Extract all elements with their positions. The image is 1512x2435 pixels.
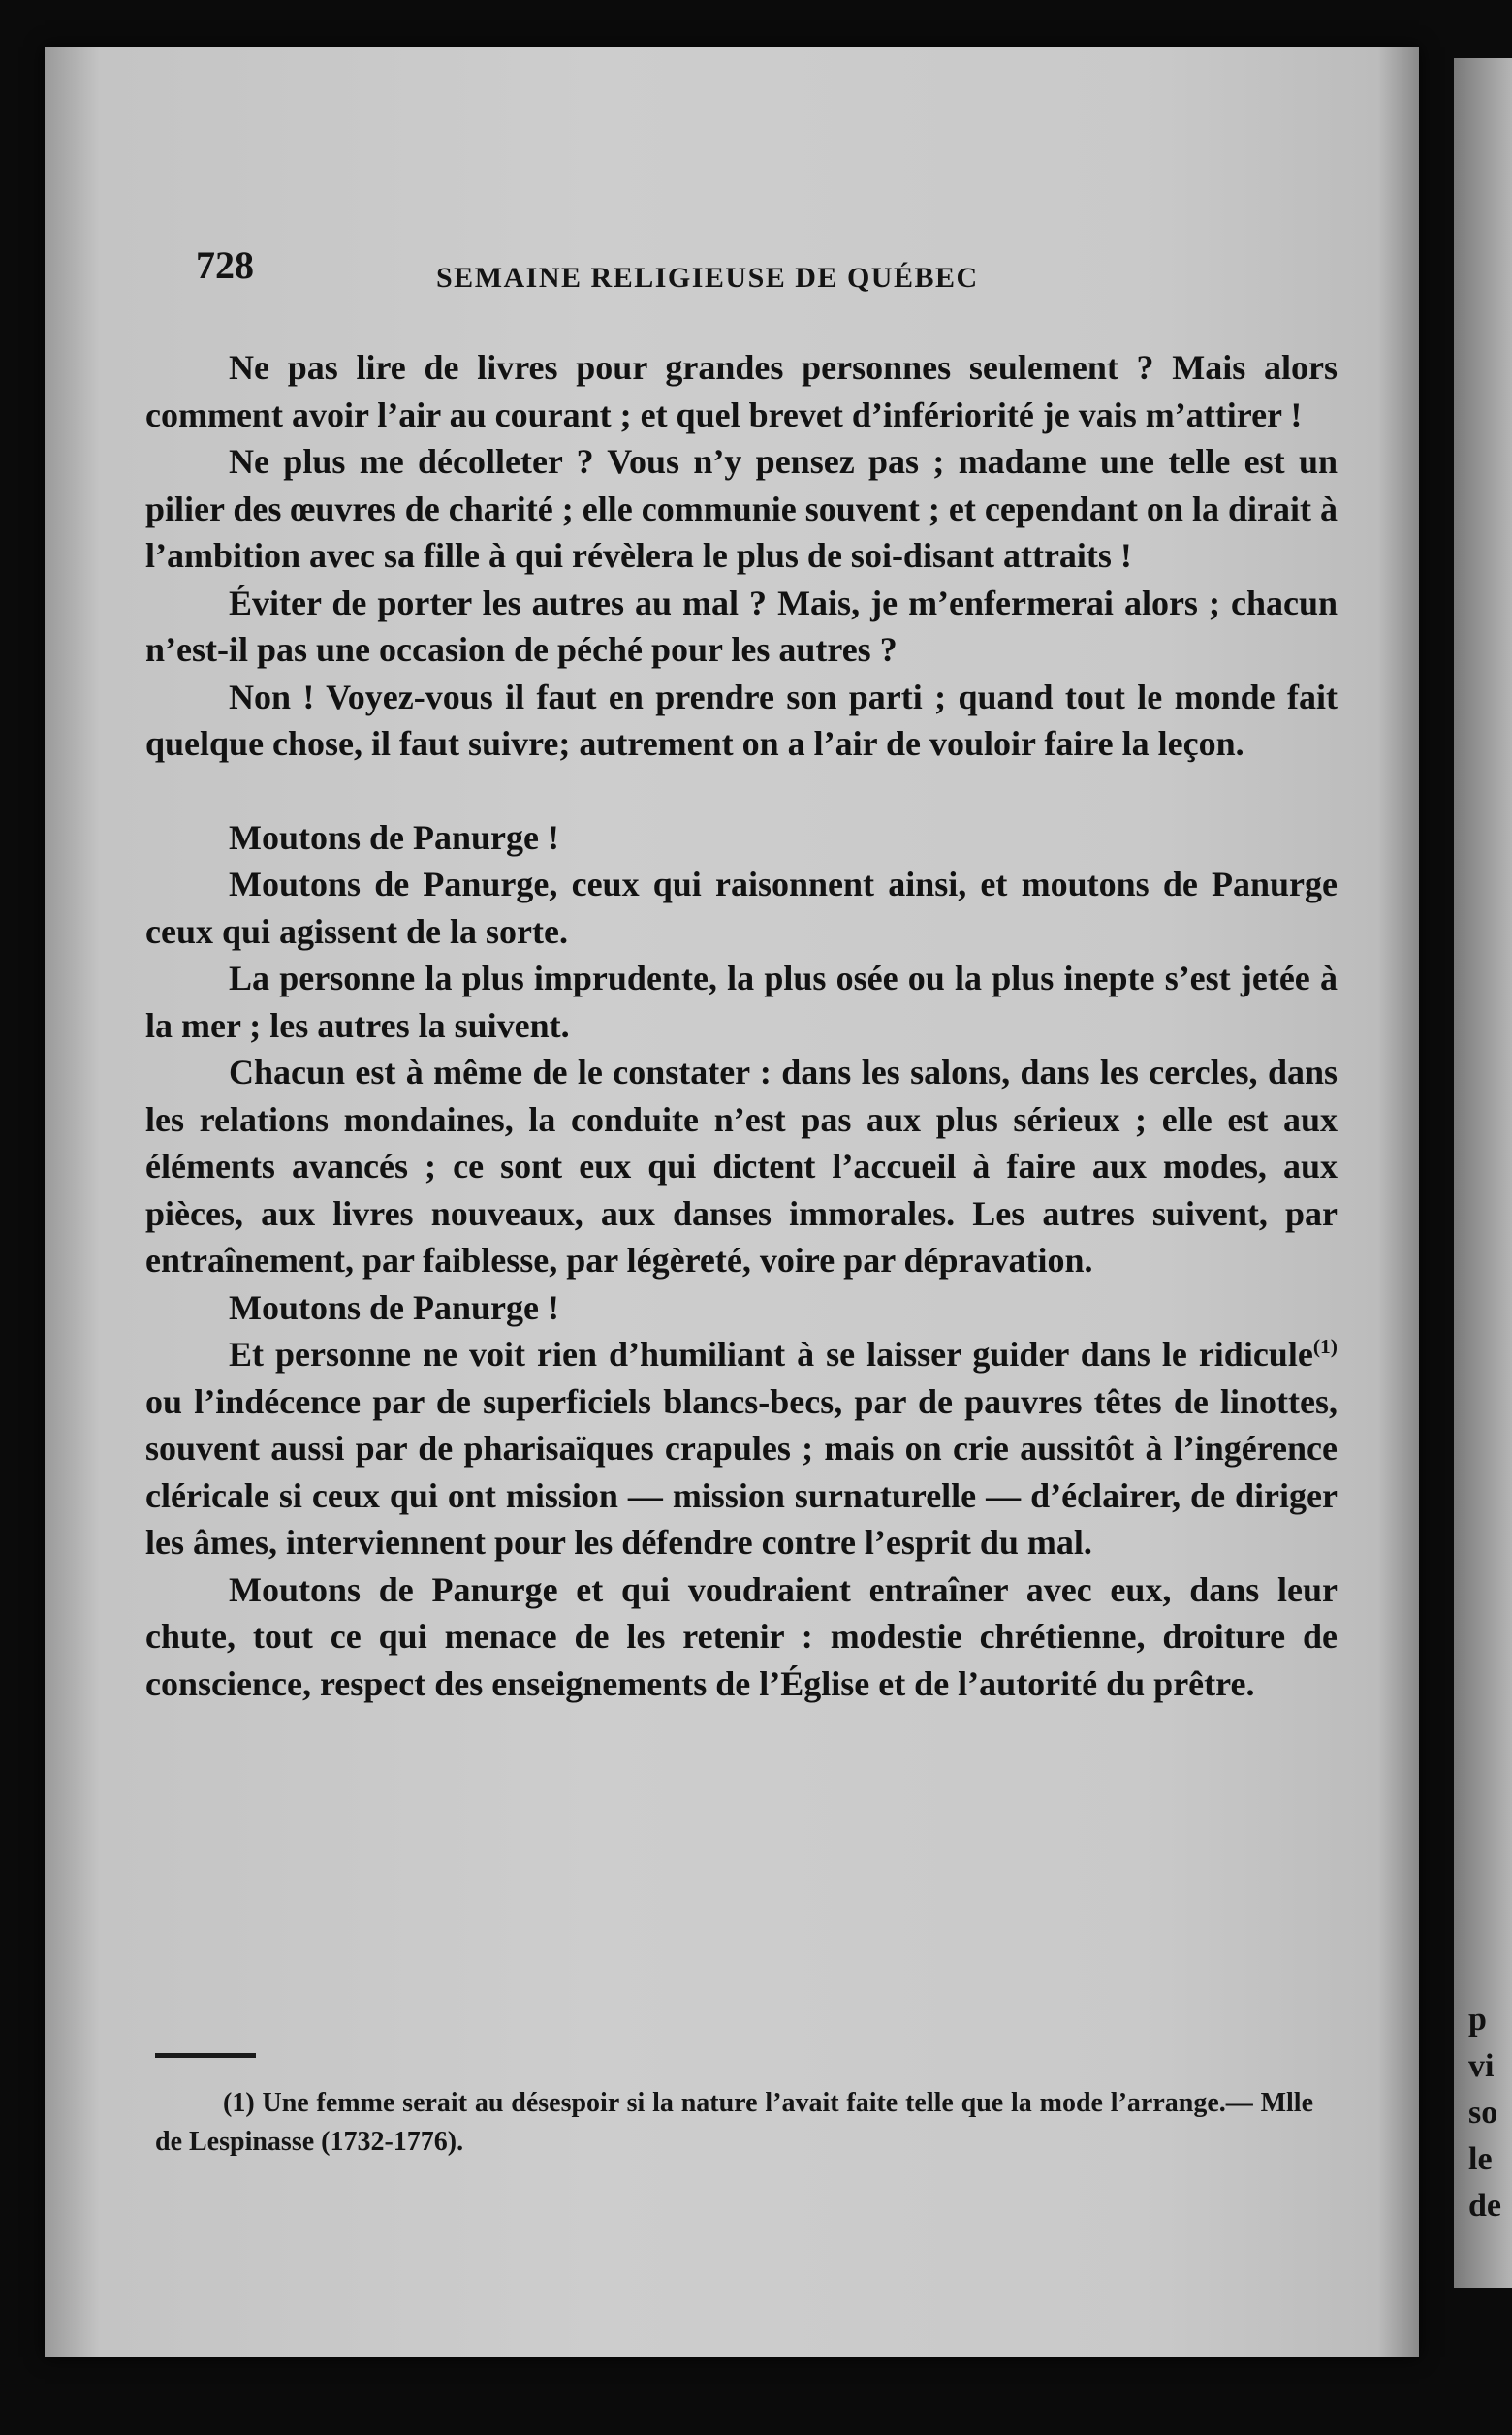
body-text: [145, 344, 1338, 1707]
fragment: p: [1468, 2002, 1487, 2038]
fragment: de: [1468, 2188, 1501, 2224]
footnote: (1) Une femme serait au désespoir si la nature l’avait faite telle que la mode l’arrange.— Mlle de Lespinasse (1732-1776).: [155, 2088, 1313, 2157]
paragraph: Éviter de porter les autres au mal ? Mais, je m’enfermerai alors ; chacun n’est-il pas une occasion de péché pour les autres ?: [145, 583, 1338, 669]
footnote-rule: [155, 2053, 256, 2058]
paragraph: Chacun est à même de le constater : dans les salons, dans les cercles, dans les relations mondaines, la conduite n’est pas aux plus sérieux ; elle est aux éléments avancés ; ce sont eux qui dictent l’accueil à faire aux modes, aux pièces, aux livres nouveaux, aux danses immorales. Les autres suivent, par entraînement, par faiblesse, par légèreté, voire par dépravation.: [145, 1053, 1338, 1280]
footnote-reference: (1): [1312, 1335, 1338, 1358]
page-number: 728: [196, 243, 254, 287]
paragraph-rest: ou l’indécence par de superficiels blancs-becs, par de pauvres têtes de linottes, souvent aussi par de pharisaïques crapules ; mais on crie aussitôt à l’ingérence cléricale si ceux qui ont mission — mission surnaturelle — d’éclairer, de diriger les âmes, interviennent pour les défendre contre l’esprit du mal.: [145, 1381, 1338, 1562]
paragraph: Ne plus me décolleter ? Vous n’y pensez pas ; madame une telle est un pilier des œuvres de charité ; elle communie souvent ; et cependant on la dirait à l’ambition avec sa fille à qui révèlera le plus de soi-disant attraits !: [145, 442, 1338, 575]
paragraph: La personne la plus imprudente, la plus osée ou la plus inepte s’est jetée à la mer ; les autres la suivent.: [145, 959, 1338, 1045]
fragment: vi: [1468, 2048, 1495, 2084]
paragraph: Moutons de Panurge, ceux qui raisonnent ainsi, et moutons de Panurge ceux qui agissent de la sorte.: [145, 865, 1338, 951]
paragraph: Non ! Voyez-vous il faut en prendre son parti ; quand tout le monde fait quelque chose, il faut suivre; autrement on a l’air de vouloir faire la leçon.: [145, 677, 1338, 763]
paragraph: Ne pas lire de livres pour grandes personnes seulement ? Mais alors comment avoir l’air au courant ; et quel brevet d’infériorité je vais m’attirer !: [145, 348, 1338, 434]
fragment: so: [1468, 2095, 1498, 2131]
fragment: le: [1468, 2141, 1493, 2177]
adjacent-page-text: [1468, 1997, 1512, 2229]
paragraph: [145, 1331, 1338, 1566]
paragraph: Moutons de Panurge !: [229, 817, 559, 857]
running-title: SEMAINE RELIGIEUSE DE QUÉBEC: [436, 262, 979, 294]
paragraph: Moutons de Panurge et qui voudraient entraîner avec eux, dans leur chute, tout ce qui menace de les retenir : modestie chrétienne, droiture de conscience, respect des enseignements de l’Église et de l’autorité du prêtre.: [145, 1569, 1338, 1703]
paragraph-start: Et personne ne voit rien d’humiliant à se laisser guider dans le ridicule: [229, 1335, 1313, 1374]
adjacent-page-edge: [1454, 58, 1512, 2288]
page-header: [145, 194, 1318, 294]
paragraph: Moutons de Panurge !: [229, 1287, 559, 1327]
